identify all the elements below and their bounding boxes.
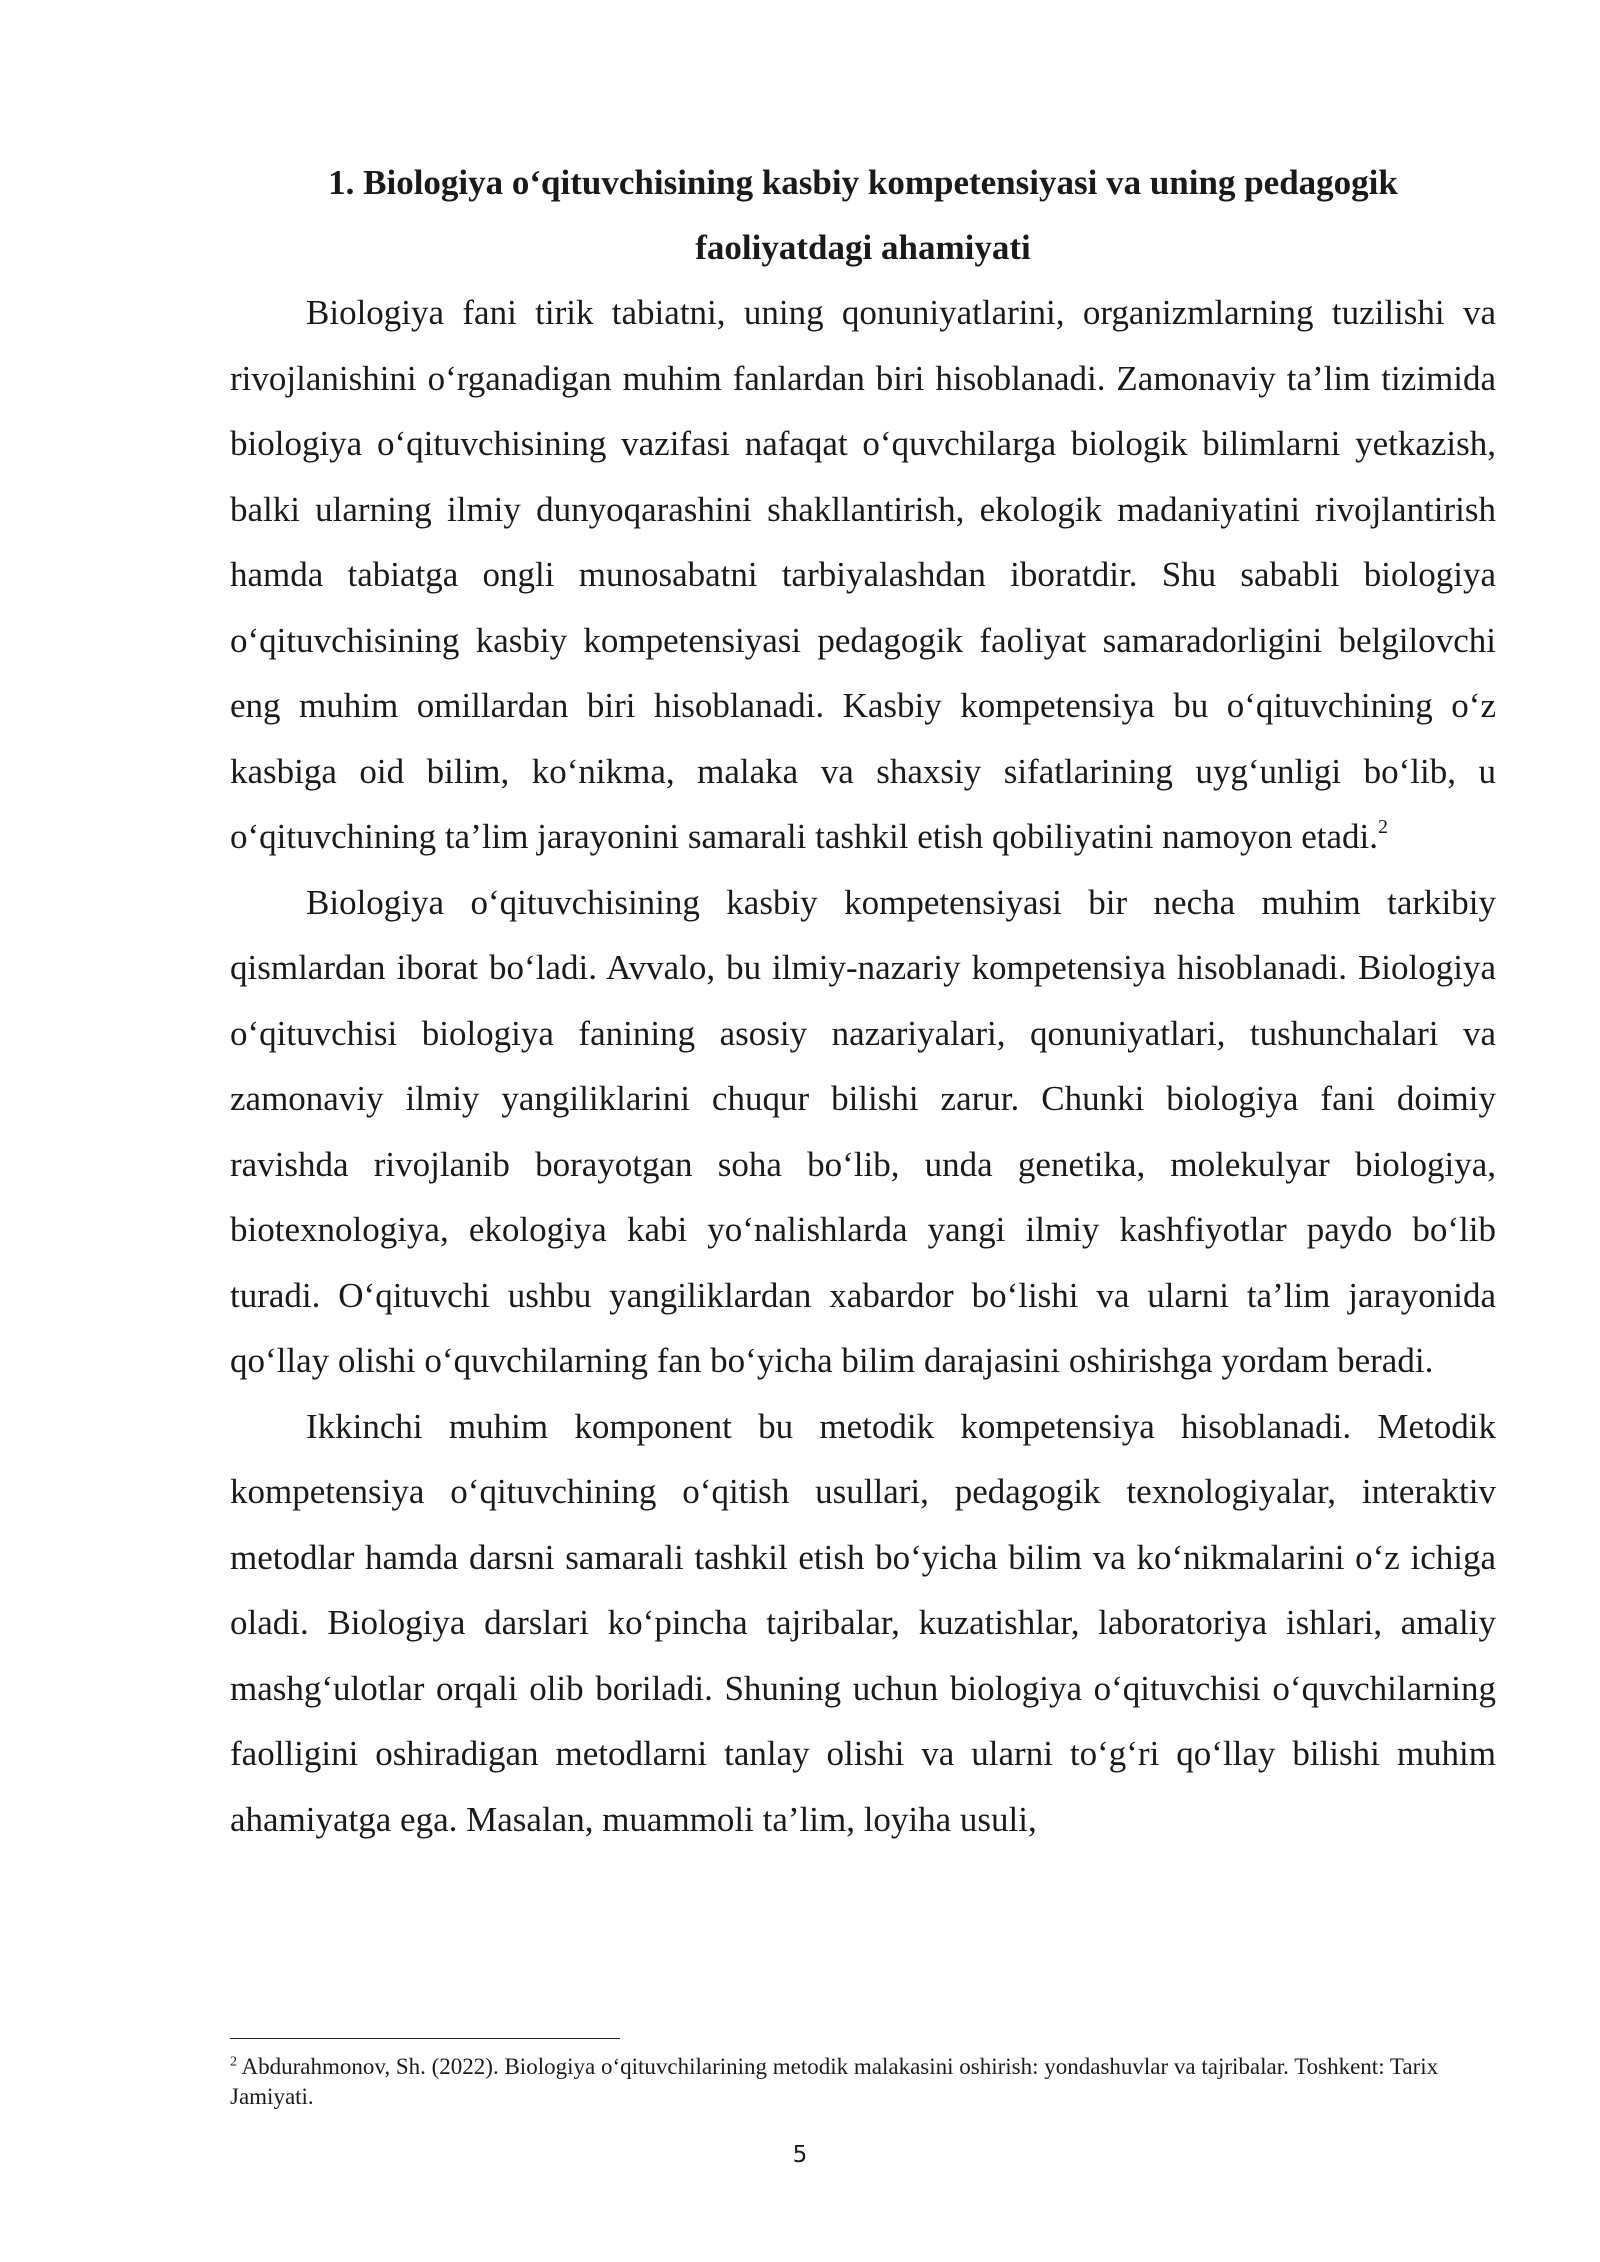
footnote: [230, 2052, 1496, 2112]
paragraph-1: [230, 280, 1496, 870]
paragraph-3: [230, 1394, 1496, 1853]
section-heading-line-1: 1. Biologiya o‘qituvchisining kasbiy kompetensiyasi va uning pedagogik: [328, 163, 1398, 202]
page-number: 5: [792, 2142, 808, 2168]
page-body: [230, 150, 1496, 1852]
section-heading-line-2: faoliyatdagi ahamiyati: [695, 228, 1031, 267]
footnote-text: Abdurahmonov, Sh. (2022). Biologiya o‘qituvchilarining metodik malakasini oshirish: yondashuvlar va tajribalar. Toshkent: Tarix Jamiyati.: [230, 2054, 1439, 2109]
footnote-reference: 2: [1377, 816, 1388, 839]
footnote-separator: [230, 2038, 620, 2039]
footnote-number: 2: [230, 2054, 237, 2070]
paragraph-3-text: Ikkinchi muhim komponent bu metodik kompetensiya hisoblanadi. Metodik kompetensiya o‘qituvchining o‘qitish usullari, pedagogik texnologiyalar, interaktiv metodlar hamda darsni samarali tashkil etish bo‘yicha bilim va ko‘nikmalarini o‘z ichiga oladi. Biologiya darslari ko‘pincha tajribalar, kuzatishlar, laboratoriya ishlari, amaliy mashg‘ulotlar orqali olib boriladi. Shuning uchun biologiya o‘qituvchisi o‘quvchilarning faolligini oshiradigan metodlarni tanlay olishi va ularni to‘g‘ri qo‘llay bilishi muhim ahamiyatga ega. Masalan, muammoli ta’lim, loyiha usuli,: [230, 1406, 1496, 1839]
paragraph-1-text: Biologiya fani tirik tabiatni, uning qonuniyatlarini, organizmlarning tuzilishi va rivojlanishini o‘rganadigan muhim fanlardan biri hisoblanadi. Zamonaviy ta’lim tizimida biologiya o‘qituvchisining vazifasi nafaqat o‘quvchilarga biologik bilimlarni yetkazish, balki ularning ilmiy dunyoqarashini shakllantirish, ekologik madaniyatini rivojlantirish hamda tabiatga ongli munosabatni tarbiyalashdan iboratdir. Shu sababli biologiya o‘qituvchisining kasbiy kompetensiyasi pedagogik faoliyat samaradorligini belgilovchi eng muhim omillardan biri hisoblanadi. Kasbiy kompetensiya bu o‘qituvchining o‘z kasbiga oid bilim, ko‘nikma, malaka va shaxsiy sifatlarining uyg‘unligi bo‘lib, u o‘qituvchining ta’lim jarayonini samarali tashkil etish qobiliyatini namoyon etadi.: [230, 293, 1496, 856]
paragraph-2-text: Biologiya o‘qituvchisining kasbiy kompetensiyasi bir necha muhim tarkibiy qismlardan iborat bo‘ladi. Avvalo, bu ilmiy-nazariy kompetensiya hisoblanadi. Biologiya o‘qituvchisi biologiya fanining asosiy nazariyalari, qonuniyatlari, tushunchalari va zamonaviy ilmiy yangiliklarini chuqur bilishi zarur. Chunki biologiya fani doimiy ravishda rivojlanib borayotgan soha bo‘lib, unda genetika, molekulyar biologiya, biotexnologiya, ekologiya kabi yo‘nalishlarda yangi ilmiy kashfiyotlar paydo bo‘lib turadi. O‘qituvchi ushbu yangiliklardan xabardor bo‘lishi va ularni ta’lim jarayonida qo‘llay olishi o‘quvchilarning fan bo‘yicha bilim darajasini oshirishga yordam beradi.: [230, 882, 1496, 1380]
section-heading: [230, 150, 1496, 280]
paragraph-2: [230, 870, 1496, 1394]
